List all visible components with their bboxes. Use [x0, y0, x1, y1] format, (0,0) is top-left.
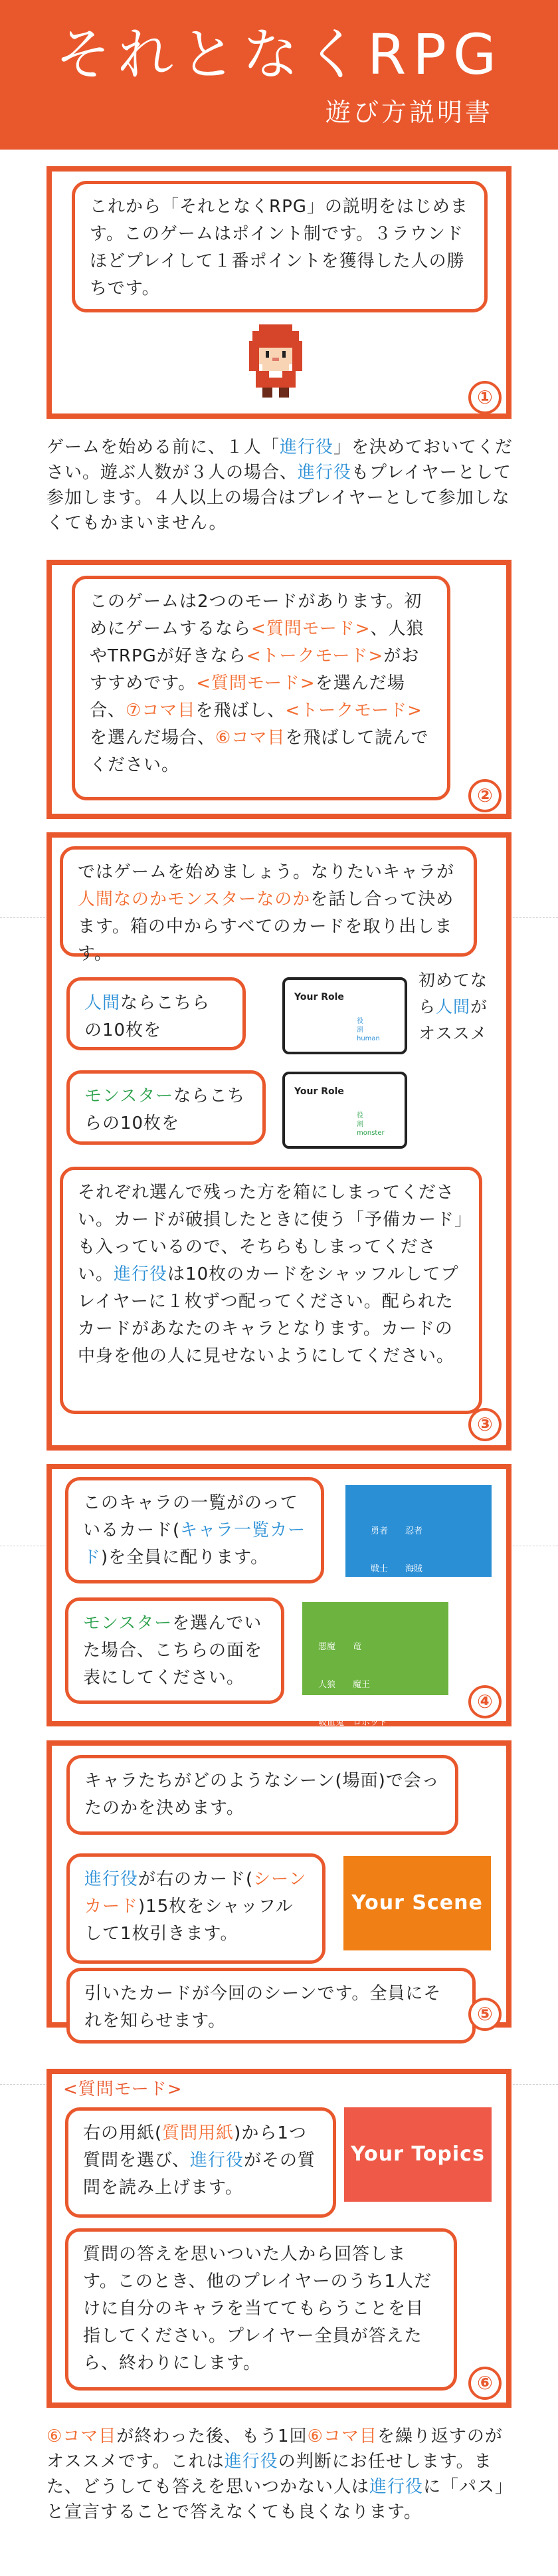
intro-bubble — [72, 181, 488, 312]
question-mode-term: <質問モード> — [251, 619, 371, 639]
panel-ref: ⑥コマ目 — [215, 728, 286, 748]
facilitator-term: 進行役 — [189, 2151, 244, 2170]
facilitator-term: 進行役 — [224, 2452, 278, 2472]
footer-paragraph: ⑥コマ目が終わった後、もう1回⑥コマ目を繰り返すのがオススメです。これは進行役の判断にお任せします。また、どうしても答えを思いつかない人は進行役に「パス」と宣言することで答えなくても良くなります。 — [46, 2426, 513, 2522]
scene-card: Your Scene — [343, 1856, 491, 1950]
facilitator-term: 進行役 — [84, 1869, 139, 1889]
panel-number-badge: ② — [468, 779, 502, 812]
choose-bubble: ではゲームを始めましょう。なりたいキャラが人間なのかモンスターなのかを話し合って決めます。箱の中からすべてのカードを取り出します。 — [60, 846, 477, 957]
question-select-bubble: 右の用紙(質問用紙)から1つ質問を選び、進行役がその質問を読み上げます。 — [65, 2107, 336, 2218]
panel-number-badge: ③ — [468, 1408, 502, 1441]
facilitator-term: 進行役 — [298, 463, 352, 483]
facilitator-term: 進行役 — [114, 1264, 168, 1284]
character-sprite — [246, 324, 306, 398]
monster-role-card: Your Role 役 割 monster — [282, 1072, 407, 1149]
char-list-human-names: 勇者 忍者 戦士 海賊 — [371, 1526, 423, 1574]
monster-term: モンスター — [83, 1613, 173, 1633]
facilitator-term: 進行役 — [280, 437, 334, 457]
page-subtitle: 遊び方説明書 — [326, 98, 494, 127]
intro-text: これから「それとなくRPG」の説明をはじめます。このゲームはポイント制です。３ラウンドほどプレイして１番ポイントを獲得した人の勝ちです。 — [90, 197, 468, 298]
char-list-card-monster — [302, 1602, 448, 1728]
monster-bubble: モンスターならこちらの10枚を — [66, 1070, 266, 1145]
scene-intro-bubble: キャラたちがどのようなシーン(場面)で会ったのかを決めます。 — [66, 1755, 458, 1835]
char-list-card-human — [345, 1485, 492, 1577]
panel-ref: ⑦コマ目 — [126, 701, 196, 721]
panel-number-badge: ④ — [468, 1685, 502, 1718]
monster-term: モンスター — [84, 1086, 174, 1106]
talk-mode-term: <トークモード> — [246, 646, 384, 666]
page-title: それとなくRPG — [54, 22, 504, 87]
talk-mode-term: <トークモード> — [285, 701, 422, 721]
char-list-monster-names: 悪魔 竜 人狼 魔王 吸血鬼 ロボット — [318, 1642, 388, 1728]
human-term: 人間 — [84, 993, 121, 1013]
panel-ref: ⑥コマ目 — [46, 2426, 117, 2446]
scene-card-term: シーンカード — [84, 1869, 307, 1917]
question-mode-term: <質問モード> — [196, 673, 316, 693]
panel-number-badge: ① — [468, 381, 502, 414]
human-role-card: Your Role 役 割 human — [282, 977, 407, 1054]
mode-bubble: このゲームは2つのモードがあります。初めにゲームするなら<質問モード>、人狼やTRPGが好きなら<トークモード>がおすすめです。<質問モード>を選んだ場合、⑦コマ目を飛ばし、<トークモード>を選んだ場合、⑥コマ目を飛ばして読んでください。 — [72, 576, 450, 800]
human-or-monster-term: 人間なのかモンスターなのか — [78, 889, 311, 909]
human-bubble: 人間ならこちらの10枚を — [66, 977, 246, 1050]
panel-number-badge: ⑤ — [468, 1998, 502, 2031]
topics-card: Your Topics — [344, 2107, 492, 2202]
question-mode-label: <質問モード> — [63, 2079, 183, 2099]
scene-draw-bubble: 進行役が右のカード(シーンカード)15枚をシャッフルして1枚引きます。 — [66, 1853, 326, 1964]
panel-number-badge: ⑥ — [468, 2367, 502, 2400]
panel-ref: ⑥コマ目 — [307, 2426, 377, 2446]
char-list-bubble: このキャラの一覧がのっているカード(キャラ一覧カード)を全員に配ります。 — [65, 1477, 324, 1583]
first-timer-tip: 初めてな ら人間が オススメ — [418, 971, 488, 1043]
setup-paragraph: ゲームを始める前に、１人「進行役」を決めておいてください。遊ぶ人数が３人の場合、進行役もプレイヤーとして参加します。４人以上の場合はプレイヤーとして参加しなくてもかまいません。 — [46, 437, 513, 533]
monster-side-bubble: モンスターを選んでいた場合、こちらの面を表にしてください。 — [65, 1597, 284, 1704]
question-sheet-term: 質問用紙 — [162, 2123, 234, 2143]
char-list-card-term: キャラ一覧カード — [83, 1520, 306, 1568]
answer-bubble: 質問の答えを思いついた人から回答します。このとき、他のプレイヤーのうち1人だけに自分のキャラを当ててもらうことを目指してください。プレイヤー全員が答えたら、終わりにします。 — [65, 2228, 457, 2391]
scene-announce-bubble: 引いたカードが今回のシーンです。全員にそれを知らせます。 — [66, 1968, 476, 2044]
facilitator-term: 進行役 — [369, 2477, 424, 2497]
deal-bubble: それぞれ選んで残った方を箱にしまってください。カードが破損したときに使う「予備カード」も入っているので、そちらもしまってください。進行役は10枚のカードをシャッフルしてプレイヤーに１枚ずつ配ってください。配られたカードがあなたのキャラとなります。カードの中身を他の人に見せないようにしてください。 — [60, 1167, 482, 1414]
